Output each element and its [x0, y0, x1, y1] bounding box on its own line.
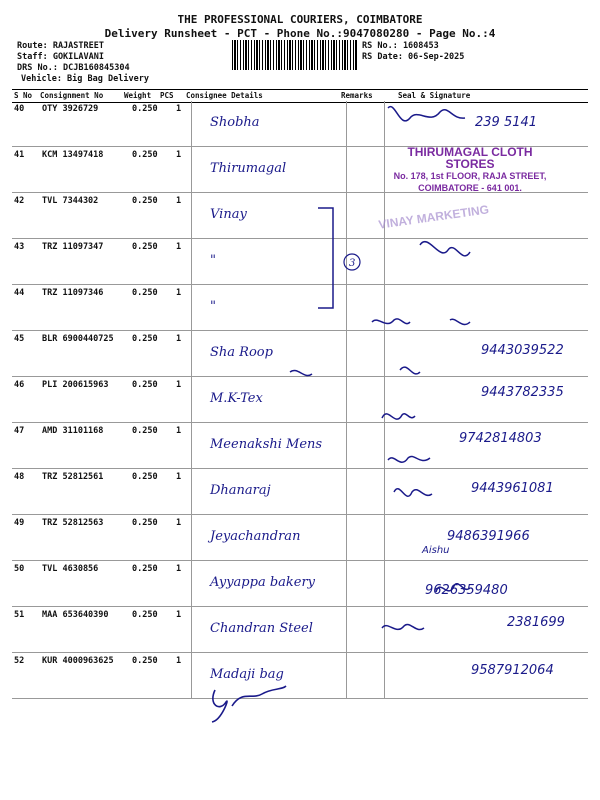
row-consignment: AMD 31101168 — [41, 423, 131, 469]
stamp-name: THIRUMAGAL CLOTH STORES — [407, 145, 533, 171]
row-signature-text: 9443039522 — [481, 343, 564, 358]
row-signature-text: 239 5141 — [475, 115, 538, 130]
row-signature-text: 9587912064 — [471, 663, 554, 678]
row-pcs: 1 — [175, 607, 192, 653]
row-weight: 0.250 — [131, 653, 175, 699]
row-weight: 0.250 — [131, 469, 175, 515]
row-consignment: OTY 3926729 — [41, 101, 131, 147]
row-sno: 45 — [12, 331, 41, 377]
col-sno: S No — [14, 91, 33, 100]
aishu-note: Aishu — [422, 545, 450, 556]
row-consignee: Shobha — [210, 115, 260, 130]
row-signature-text: 9443782335 — [481, 385, 564, 400]
row-consignment: TRZ 52812563 — [41, 515, 131, 561]
row-consignment: TRZ 11097347 — [41, 239, 131, 285]
row-weight: 0.250 — [131, 193, 175, 239]
row-consignment: KCM 13497418 — [41, 147, 131, 193]
row-pcs: 1 — [175, 377, 192, 423]
row-sno: 42 — [12, 193, 41, 239]
row-consignment: KUR 4000963625 — [41, 653, 131, 699]
row-consignment: TRZ 11097346 — [41, 285, 131, 331]
vehicle-text: Vehicle: Big Bag Delivery — [21, 74, 149, 84]
row-pcs: 1 — [175, 147, 192, 193]
row-pcs: 1 — [175, 515, 192, 561]
signature-45 — [372, 319, 470, 325]
row-weight: 0.250 — [131, 147, 175, 193]
row-signature-text: 9626359480 — [425, 583, 508, 598]
signature-47 — [382, 414, 415, 419]
row-sno: 48 — [12, 469, 41, 515]
group-bracket — [318, 208, 333, 308]
route-text: Route: RAJASTREET — [17, 41, 104, 51]
row-sno: 46 — [12, 377, 41, 423]
faded-stamp: VINAY MARKETING — [377, 202, 490, 232]
staff-text: Staff: GOKILAVANI — [17, 52, 104, 62]
company-title: THE PROFESSIONAL COURIERS, COIMBATORE — [177, 13, 423, 26]
col-seal: Seal & Signature — [398, 91, 471, 100]
signature-49 — [394, 489, 432, 497]
row-sno: 49 — [12, 515, 41, 561]
row-sno: 47 — [12, 423, 41, 469]
row-sno: 41 — [12, 147, 41, 193]
row-weight: 0.250 — [131, 515, 175, 561]
row-consignee: Thirumagal — [210, 161, 287, 176]
row-consignee: Vinay — [210, 207, 247, 222]
group-mark: 3 — [349, 258, 356, 269]
row-signature-text: 9443961081 — [471, 481, 554, 496]
row-sno: 52 — [12, 653, 41, 699]
row-sno: 40 — [12, 101, 41, 147]
row-sno: 50 — [12, 561, 41, 607]
row-consignee: Meenakshi Mens — [210, 437, 323, 452]
rs-date-text: RS Date: 06-Sep-2025 — [362, 52, 465, 62]
row-sno: 44 — [12, 285, 41, 331]
row-consignee: " — [210, 253, 216, 268]
row-weight: 0.250 — [131, 239, 175, 285]
col-pcs: PCS — [160, 91, 174, 100]
row-consignee: Madaji bag — [210, 667, 284, 682]
signature-40 — [388, 107, 465, 121]
row-pcs: 1 — [175, 285, 192, 331]
row-pcs: 1 — [175, 193, 192, 239]
row-consignment: TVL 7344302 — [41, 193, 131, 239]
row-pcs: 1 — [175, 239, 192, 285]
rs-no-text: RS No.: 1608453 — [362, 41, 439, 51]
row-signature-text: 9486391966 — [447, 529, 530, 544]
row-signature-text: 2381699 — [507, 615, 565, 630]
row-pcs: 1 — [175, 469, 192, 515]
row-pcs: 1 — [175, 101, 192, 147]
row-signature-text: 9742814803 — [459, 431, 542, 446]
row-sno: 43 — [12, 239, 41, 285]
row-sno: 51 — [12, 607, 41, 653]
row-consignee: Ayyappa bakery — [210, 575, 316, 590]
stamp-address2: COIMBATORE - 641 001. — [418, 183, 522, 193]
row-pcs: 1 — [175, 423, 192, 469]
row-consignee: Chandran Steel — [210, 621, 313, 636]
row-consignee: Dhanaraj — [210, 483, 271, 498]
row-weight: 0.250 — [131, 101, 175, 147]
row-consignment: TVL 4630856 — [41, 561, 131, 607]
signature-43 — [420, 242, 470, 256]
row-consignment: TRZ 52812561 — [41, 469, 131, 515]
signature-51 — [436, 584, 470, 592]
row-consignment: MAA 653640390 — [41, 607, 131, 653]
row-weight: 0.250 — [131, 331, 175, 377]
row-consignee: Jeyachandran — [210, 529, 301, 544]
row-pcs: 1 — [175, 331, 192, 377]
row-weight: 0.250 — [131, 377, 175, 423]
row-weight: 0.250 — [131, 607, 175, 653]
bottom-signature — [212, 686, 286, 722]
signature-48 — [388, 456, 430, 462]
row-pcs: 1 — [175, 653, 192, 699]
row-weight: 0.250 — [131, 561, 175, 607]
col-consignee: Consignee Details — [186, 91, 263, 100]
row-consignee: Sha Roop — [210, 345, 273, 360]
row-consignee: M.K-Tex — [210, 391, 263, 406]
stamp-address1: No. 178, 1st FLOOR, RAJA STREET, — [393, 171, 547, 181]
signature-52 — [382, 624, 424, 629]
runsheet-subtitle: Delivery Runsheet - PCT - Phone No.:9047080280 - Page No.:4 — [104, 27, 496, 40]
row-consignment: PLI 200615963 — [41, 377, 131, 423]
row-pcs: 1 — [175, 561, 192, 607]
drs-text: DRS No.: DCJB160845304 — [17, 63, 130, 73]
col-remarks: Remarks — [341, 91, 373, 100]
row-consignment: BLR 6900440725 — [41, 331, 131, 377]
row-weight: 0.250 — [131, 423, 175, 469]
row-weight: 0.250 — [131, 285, 175, 331]
signature-46 — [290, 367, 420, 375]
row-consignee: " — [210, 299, 216, 314]
col-consignment: Consignment No — [40, 91, 104, 100]
col-weight: Weight — [124, 91, 152, 100]
